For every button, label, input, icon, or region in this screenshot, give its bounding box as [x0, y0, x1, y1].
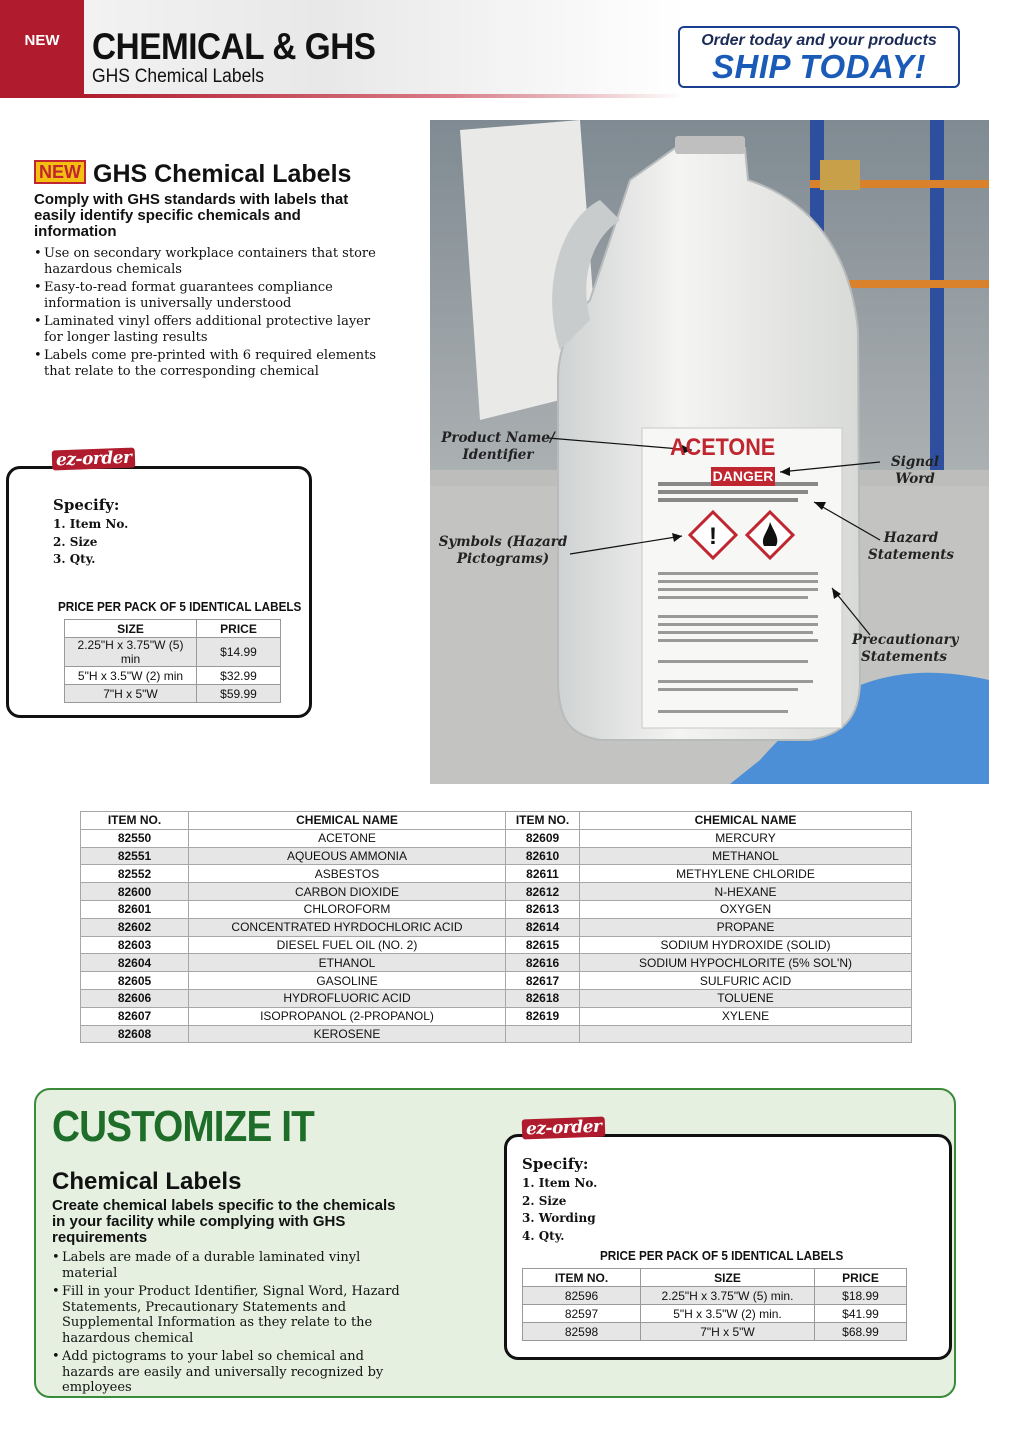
customize-subtitle: Chemical Labels: [52, 1168, 242, 1195]
table-row: [81, 972, 912, 990]
item-no-cell: 82618: [506, 989, 580, 1007]
promo-top-text: Order today and your products: [701, 32, 937, 49]
size-cell: 2.25"H x 3.75"W (5) min.: [641, 1287, 815, 1305]
column-header: CHEMICAL NAME: [189, 812, 506, 830]
item-no-cell: 82610: [506, 847, 580, 865]
item-no-cell: 82603: [81, 936, 189, 954]
column-header: SIZE: [65, 620, 197, 638]
table-row: [81, 954, 912, 972]
price-cell: $41.99: [815, 1305, 907, 1323]
chemical-name-cell: SULFURIC ACID: [580, 972, 912, 990]
item-no-cell: 82614: [506, 918, 580, 936]
product-lead: Comply with GHS standards with labels that easily identify specific chemicals and information: [34, 191, 349, 240]
column-header: PRICE: [815, 1269, 907, 1287]
chemical-name-cell: CHLOROFORM: [189, 900, 506, 918]
price-cell: $32.99: [197, 667, 281, 685]
item-no-cell: 82600: [81, 883, 189, 901]
label-signal-word: DANGER: [712, 468, 774, 484]
new-badge: NEW: [34, 160, 86, 184]
chemical-name-cell: MERCURY: [580, 829, 912, 847]
item-cell: 82596: [523, 1287, 641, 1305]
table-row: [81, 989, 912, 1007]
table-row: [65, 685, 281, 703]
product-title: GHS Chemical Labels: [93, 160, 352, 188]
header-underline: [84, 94, 684, 98]
chemical-name-cell: ETHANOL: [189, 954, 506, 972]
customize-lead: Create chemical labels specific to the chemicals in your facility while complying with GHS requirements: [52, 1197, 396, 1246]
table-row: [81, 936, 912, 954]
item-no-cell: 82616: [506, 954, 580, 972]
price-table-title: PRICE PER PACK OF 5 IDENTICAL LABELS: [58, 599, 302, 614]
callout-hazard-statements: Hazard Statements: [867, 530, 955, 563]
item-no-cell: 82601: [81, 900, 189, 918]
price-cell: $68.99: [815, 1323, 907, 1341]
chemical-name-cell: SODIUM HYDROXIDE (SOLID): [580, 936, 912, 954]
table-header-row: [523, 1269, 907, 1287]
table-row: [81, 1025, 912, 1043]
specify-step: 3. Wording: [522, 1211, 596, 1225]
chemical-name-cell: N-HEXANE: [580, 883, 912, 901]
callout-product-name: Product Name/ Identifier: [441, 430, 555, 463]
item-no-cell: [506, 1025, 580, 1043]
specify-step: 4. Qty.: [522, 1228, 565, 1243]
item-no-cell: 82609: [506, 829, 580, 847]
chemical-name-cell: ACETONE: [189, 829, 506, 847]
specify-title: Specify:: [522, 1155, 589, 1173]
ship-today-promo: [678, 26, 960, 88]
column-header: PRICE: [197, 620, 281, 638]
bullet-item: • Laminated vinyl offers additional protective layer for longer lasting results: [34, 314, 384, 345]
item-no-cell: 82552: [81, 865, 189, 883]
header-red-bar: [0, 0, 84, 98]
chemical-name-cell: METHANOL: [580, 847, 912, 865]
label-product-name: ACETONE: [670, 434, 776, 461]
bullet-item: • Fill in your Product Identifier, Signal Word, Hazard Statements, Precautionary Statements and Supplemental Information as they relate to the hazardous chemical: [52, 1284, 412, 1346]
ez-order-logo: ez-order: [52, 448, 136, 471]
callout-signal-word: Signal Word: [890, 454, 939, 487]
svg-text:!: !: [709, 523, 717, 550]
chemical-name-cell: TOLUENE: [580, 989, 912, 1007]
specify-step: 1. Item No.: [53, 517, 129, 531]
chemical-name-cell: ASBESTOS: [189, 865, 506, 883]
price-cell: $18.99: [815, 1287, 907, 1305]
promo-main-text: SHIP TODAY!: [712, 48, 926, 85]
table-body: [81, 829, 912, 1043]
item-no-cell: 82613: [506, 900, 580, 918]
column-header: ITEM NO.: [81, 812, 189, 830]
bullet-item: • Add pictograms to your label so chemical and hazards are easily and universally recognized by employees: [52, 1349, 412, 1396]
chemical-name-cell: KEROSENE: [189, 1025, 506, 1043]
new-tag: NEW: [24, 32, 60, 49]
specify-list: [53, 516, 128, 569]
item-no-cell: 82604: [81, 954, 189, 972]
customize-bullets: [52, 1250, 412, 1399]
size-cell: 5"H x 3.5"W (2) min.: [641, 1305, 815, 1323]
column-header: CHEMICAL NAME: [580, 812, 912, 830]
specify-title: Specify:: [53, 496, 120, 514]
item-no-cell: 82608: [81, 1025, 189, 1043]
table-row: [523, 1305, 907, 1323]
item-no-cell: 82612: [506, 883, 580, 901]
specify-step: 2. Size: [53, 534, 98, 549]
item-no-cell: 82607: [81, 1007, 189, 1025]
item-no-cell: 82617: [506, 972, 580, 990]
chemical-name-cell: PROPANE: [580, 918, 912, 936]
callout-symbols: Symbols (Hazard Pictograms): [438, 534, 568, 567]
specify-step: 3. Qty.: [53, 552, 96, 566]
item-no-cell: 82551: [81, 847, 189, 865]
customize-title: CUSTOMIZE IT: [52, 1102, 314, 1151]
table-row: [81, 1007, 912, 1025]
specify-list: [522, 1175, 597, 1245]
table-row: [65, 638, 281, 667]
bullet-item: • Use on secondary workplace containers that store hazardous chemicals: [34, 246, 384, 277]
bullet-item: • Easy-to-read format guarantees compliance information is universally understood: [34, 280, 384, 311]
chemical-name-cell: METHYLENE CHLORIDE: [580, 865, 912, 883]
item-no-cell: 82615: [506, 936, 580, 954]
table-row: [65, 667, 281, 685]
column-header: ITEM NO.: [506, 812, 580, 830]
chemical-name-cell: SODIUM HYPOCHLORITE (5% SOL'N): [580, 954, 912, 972]
specify-step: 2. Size: [522, 1193, 567, 1208]
column-header: SIZE: [641, 1269, 815, 1287]
item-no-cell: 82550: [81, 829, 189, 847]
product-bullets: [34, 246, 384, 382]
chemical-item-table: [80, 811, 912, 1043]
price-cell: $59.99: [197, 685, 281, 703]
item-no-cell: 82602: [81, 918, 189, 936]
page-subtitle: GHS Chemical Labels: [92, 66, 264, 87]
chemical-name-cell: OXYGEN: [580, 900, 912, 918]
chemical-name-cell: ISOPROPANOL (2-PROPANOL): [189, 1007, 506, 1025]
item-no-cell: 82619: [506, 1007, 580, 1025]
chemical-name-cell: AQUEOUS AMMONIA: [189, 847, 506, 865]
page-title: CHEMICAL & GHS: [92, 26, 376, 67]
table-row: [523, 1287, 907, 1305]
table-row: [81, 900, 912, 918]
callout-precautionary-statements: Precautionary Statements: [852, 632, 959, 665]
ez-order-logo: ez-order: [522, 1117, 606, 1140]
column-header: ITEM NO.: [523, 1269, 641, 1287]
chemical-name-cell: CONCENTRATED HYRDOCHLORIC ACID: [189, 918, 506, 936]
item-no-cell: 82606: [81, 989, 189, 1007]
price-cell: $14.99: [197, 638, 281, 667]
table-header-row: [81, 812, 912, 830]
chemical-name-cell: [580, 1025, 912, 1043]
price-table-title: PRICE PER PACK OF 5 IDENTICAL LABELS: [600, 1248, 844, 1263]
table-row: [81, 829, 912, 847]
item-no-cell: 82605: [81, 972, 189, 990]
chemical-name-cell: HYDROFLUORIC ACID: [189, 989, 506, 1007]
chemical-name-cell: DIESEL FUEL OIL (NO. 2): [189, 936, 506, 954]
chemical-name-cell: GASOLINE: [189, 972, 506, 990]
size-cell: 7"H x 5"W: [65, 685, 197, 703]
item-cell: 82597: [523, 1305, 641, 1323]
chemical-name-cell: XYLENE: [580, 1007, 912, 1025]
bullet-item: • Labels come pre-printed with 6 required elements that relate to the corresponding chemical: [34, 348, 384, 379]
size-cell: 2.25"H x 3.75"W (5) min: [65, 638, 197, 667]
table-row: [523, 1323, 907, 1341]
table-row: [81, 883, 912, 901]
custom-price-table: [522, 1268, 907, 1341]
item-no-cell: 82611: [506, 865, 580, 883]
table-row: [81, 865, 912, 883]
chemical-name-cell: CARBON DIOXIDE: [189, 883, 506, 901]
bullet-item: • Labels are made of a durable laminated vinyl material: [52, 1250, 412, 1281]
size-cell: 5"H x 3.5"W (2) min: [65, 667, 197, 685]
size-cell: 7"H x 5"W: [641, 1323, 815, 1341]
specify-step: 1. Item No.: [522, 1176, 598, 1190]
item-cell: 82598: [523, 1323, 641, 1341]
price-table: [64, 619, 281, 703]
table-row: [81, 847, 912, 865]
table-row: [81, 918, 912, 936]
